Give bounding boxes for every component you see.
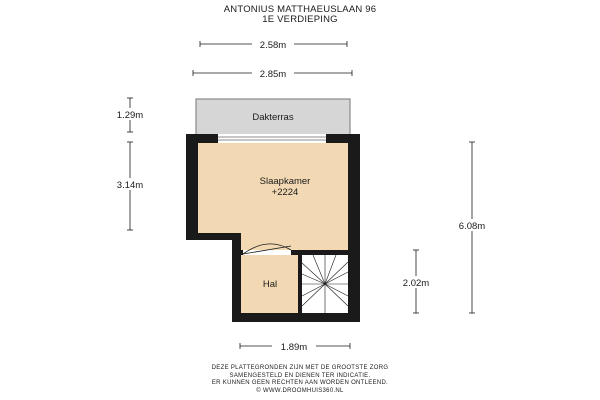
dimension-total-depth-label: 6.08m [458, 221, 486, 232]
disclaimer-line-1: DEZE PLATTEGRONDEN ZIJN MET DE GROOTSTE ZORG [211, 365, 389, 371]
dimension-bedroom-depth-label: 3.14m [116, 180, 144, 191]
room-terrace [196, 99, 350, 135]
room-hall-label: Hal [262, 279, 278, 290]
staircase [302, 255, 348, 313]
disclaimer [0, 365, 600, 395]
disclaimer-website: © WWW.DROOMHUIS360.NL [256, 387, 344, 394]
dimension-bottom-width [240, 340, 350, 353]
dimension-stair-depth [394, 250, 438, 313]
room-bedroom-height: +2224 [271, 187, 299, 198]
dimension-top-inner-label: 2.58m [259, 40, 287, 51]
dimension-top-inner [200, 38, 347, 51]
room-bedroom-label: Slaapkamer [259, 176, 311, 187]
room-hall [241, 255, 298, 313]
plan-address-title: ANTONIUS MATTHAEUSLAAN 96 [223, 4, 377, 15]
dimension-total-depth [450, 142, 494, 313]
disclaimer-line-2: SAMENGESTELD EN DIENEN TER INDICATIE. [229, 372, 371, 379]
dimension-bottom-width-label: 1.89m [280, 342, 308, 353]
dimension-stair-depth-label: 2.02m [402, 278, 430, 289]
dimension-top-outer-label: 2.85m [259, 69, 287, 80]
room-terrace-label: Dakterras [252, 112, 294, 123]
dimension-top-outer [193, 67, 352, 80]
plan-floor-title: 1E VERDIEPING [262, 14, 338, 25]
dimension-terrace-depth [108, 98, 152, 132]
dimension-terrace-depth-label: 1.29m [116, 110, 144, 121]
terrace-door [218, 134, 326, 143]
dimension-bedroom-depth [108, 142, 152, 230]
disclaimer-line-3: ER KUNNEN GEEN RECHTEN AAN WORDEN ONTLEEND. [211, 380, 389, 386]
